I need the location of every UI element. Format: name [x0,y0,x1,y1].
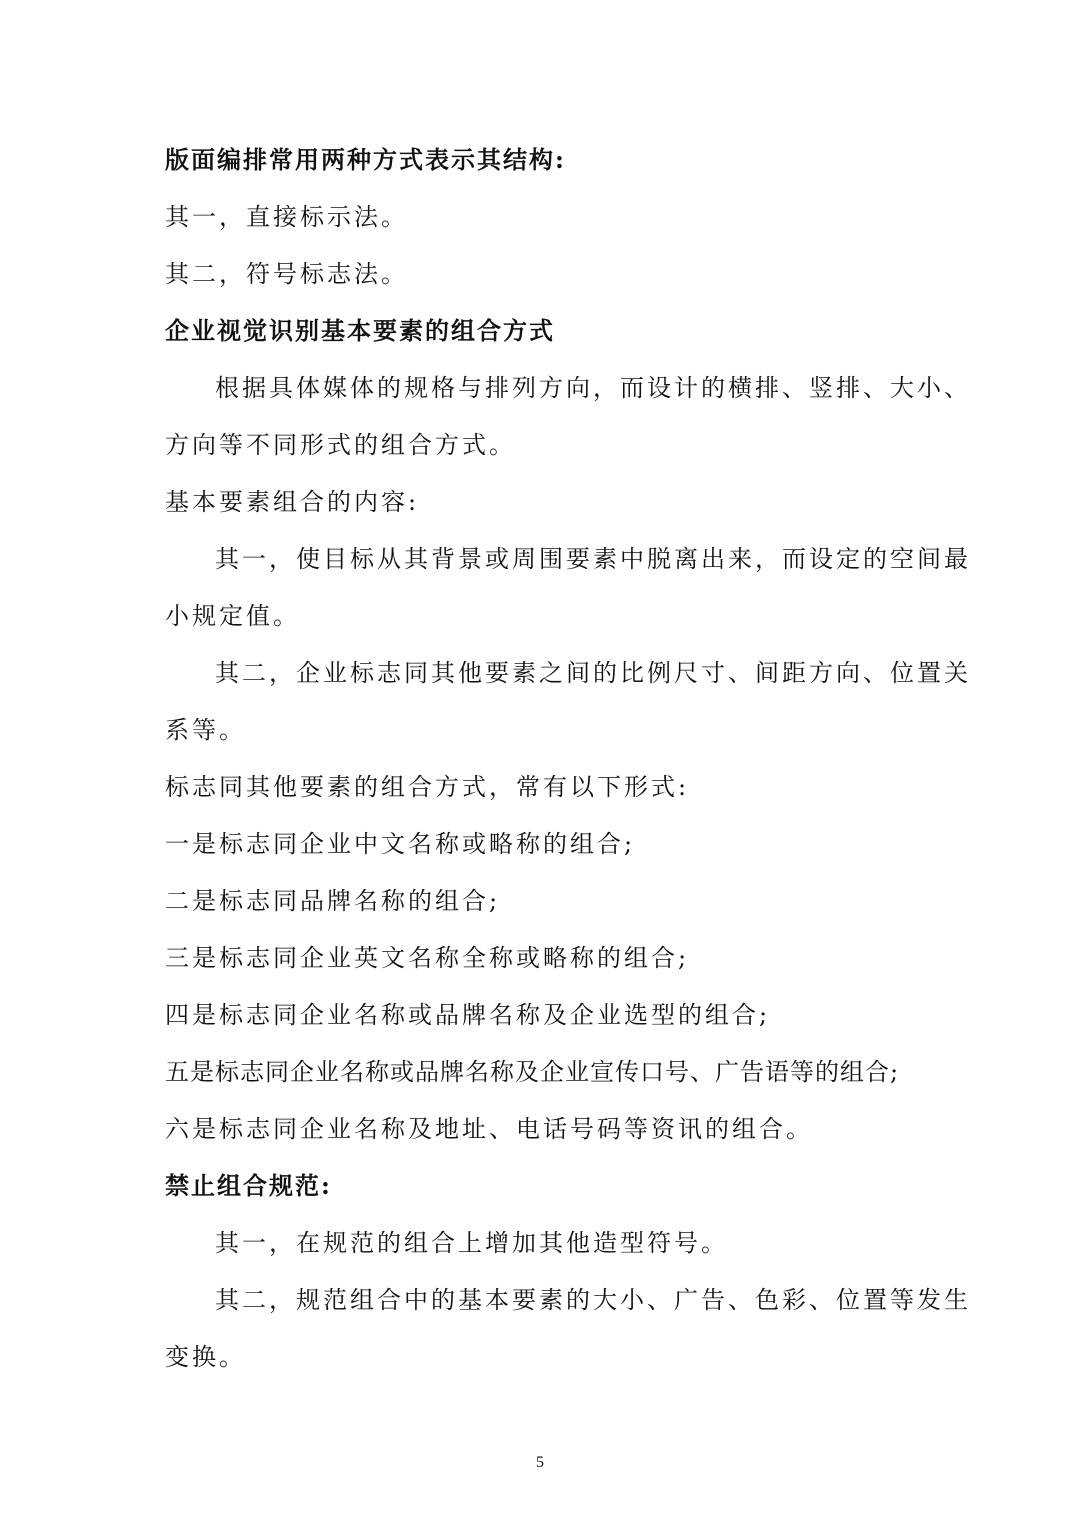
text-line: 其二，符号标志法。 [165,260,408,288]
paragraph-line: 根据具体媒体的规格与排列方向，而设计的横排、竖排、大小、 [215,374,971,402]
heading-combination-methods: 企业视觉识别基本要素的组合方式 [165,316,555,345]
page-number: 5 [536,1454,544,1471]
paragraph-line: 小规定值。 [165,602,300,630]
heading-layout-structure: 版面编排常用两种方式表示其结构: [165,145,566,174]
text-line: 标志同其他要素的组合方式，常有以下形式: [165,773,690,801]
list-item: 五是标志同企业名称或品牌名称及企业宣传口号、广告语等的组合; [165,1058,900,1086]
paragraph-line: 变换。 [165,1343,246,1371]
paragraph-line: 方向等不同形式的组合方式。 [165,431,516,459]
paragraph-line: 其一，在规范的组合上增加其他造型符号。 [215,1229,728,1257]
list-item: 二是标志同品牌名称的组合; [165,887,501,915]
list-item: 四是标志同企业名称或品牌名称及企业选型的组合; [165,1001,771,1029]
paragraph-line: 系等。 [165,716,246,744]
list-item: 三是标志同企业英文名称全称或略称的组合; [165,944,690,972]
list-item: 一是标志同企业中文名称或略称的组合; [165,830,636,858]
text-line: 其一，直接标示法。 [165,203,408,231]
paragraph-line: 其二，规范组合中的基本要素的大小、广告、色彩、位置等发生 [215,1286,971,1314]
list-item: 六是标志同企业名称及地址、电话号码等资讯的组合。 [165,1115,813,1143]
text-line: 基本要素组合的内容: [165,488,420,516]
paragraph-line: 其一，使目标从其背景或周围要素中脱离出来，而设定的空间最 [215,545,971,573]
paragraph-line: 其二，企业标志同其他要素之间的比例尺寸、间距方向、位置关 [215,659,971,687]
heading-prohibited-combinations: 禁止组合规范: [165,1171,332,1200]
